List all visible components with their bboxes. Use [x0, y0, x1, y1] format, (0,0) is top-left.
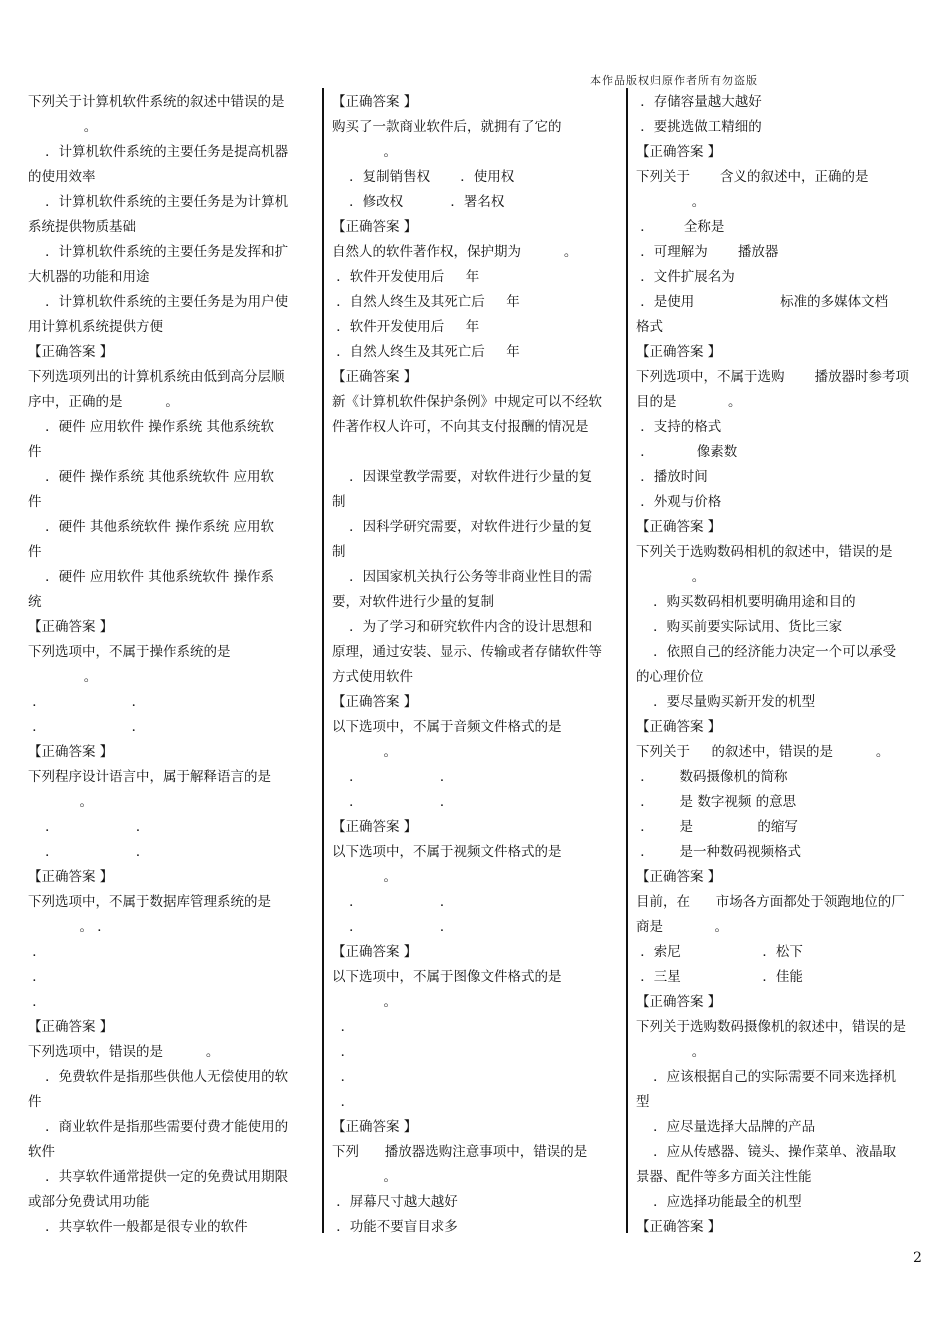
text-line: ．计算机软件系统的主要任务是提高机器 [28, 144, 289, 160]
text-line: ．屏幕尺寸越大越好 [332, 1194, 458, 1210]
text-line: 目前，在 市场各方面都处于领跑地位的厂 [636, 894, 905, 910]
text-line: ． 全称是 [636, 219, 725, 235]
text-line: ． ． [332, 769, 454, 785]
text-line: 。 [636, 194, 706, 210]
text-line: 以下选项中，不属于视频文件格式的是 [332, 844, 562, 860]
text-line: 。 [28, 794, 93, 810]
text-line: ． [28, 969, 46, 985]
text-column-3 [636, 90, 924, 1240]
text-line: ．硬件 其他系统软件 操作系统 应用软 [28, 519, 275, 535]
text-line: 景器、配件等多方面关注性能 [636, 1169, 812, 1185]
text-line: 以下选项中，不属于音频文件格式的是 [332, 719, 562, 735]
text-line: 【正确答案 】 [332, 819, 418, 835]
text-line: 下列关于计算机软件系统的叙述中错误的是 [28, 94, 285, 110]
text-line: ． ． [332, 919, 454, 935]
text-line: 件著作权人许可，不向其支付报酬的情况是 [332, 419, 589, 435]
text-line: ． ． [332, 794, 454, 810]
text-line: 原理，通过安装、显示、传输或者存储软件等 [332, 644, 602, 660]
text-line: 件 [28, 544, 42, 560]
text-line: 【正确答案 】 [636, 719, 722, 735]
text-line: ． 是 的缩写 [636, 819, 798, 835]
text-line [332, 440, 620, 465]
text-line: ． ． [28, 844, 150, 860]
text-line: ．功能不要盲目求多 [332, 1219, 458, 1235]
text-line: ．要尽量购买新开发的机型 [636, 694, 816, 710]
text-line: 系统提供物质基础 [28, 219, 136, 235]
text-line: 下列关于选购数码摄像机的叙述中，错误的是 [636, 1019, 906, 1035]
text-line: ．因国家机关执行公务等非商业性目的需 [332, 569, 593, 585]
page-number: 2 [913, 1250, 922, 1266]
text-line: ． [332, 1044, 355, 1060]
text-line: ．共享软件通常提供一定的免费试用期限 [28, 1169, 289, 1185]
text-line: ． ． [28, 819, 150, 835]
text-line: ．硬件 操作系统 其他系统软件 应用软 [28, 469, 275, 485]
text-line: 要，对软件进行少量的复制 [332, 594, 494, 610]
text-line: ．应选择功能最全的机型 [636, 1194, 802, 1210]
text-line: ．是使用 标准的多媒体文档 [636, 294, 889, 310]
text-line: 下列选项中，不属于操作系统的是 [28, 644, 231, 660]
text-line: ．计算机软件系统的主要任务是为用户使 [28, 294, 289, 310]
text-line: 。 [332, 144, 397, 160]
text-line: 软件 [28, 1144, 55, 1160]
text-line: ．购买前要实际试用、货比三家 [636, 619, 843, 635]
text-line: 【正确答案 】 [332, 369, 418, 385]
text-line: ． [332, 1094, 355, 1110]
text-line: 【正确答案 】 [636, 994, 722, 1010]
text-line: 。 ． [28, 919, 111, 935]
text-line: ．复制销售权 ．使用权 [332, 169, 515, 185]
text-line: ． [332, 1019, 355, 1035]
text-line: 【正确答案 】 [636, 519, 722, 535]
text-line: 下列关于 的叙述中，错误的是 。 [636, 744, 890, 760]
text-column-1 [28, 90, 314, 1240]
text-line: 下列选项中，错误的是 。 [28, 1044, 220, 1060]
text-line: ．共享软件一般都是很专业的软件 [28, 1219, 248, 1235]
text-line: 。 [28, 669, 98, 685]
text-line: 序中，正确的是 。 [28, 394, 179, 410]
text-line: 【正确答案 】 [332, 94, 418, 110]
page-header: 本作品版权归原作者所有勿盗版 [590, 74, 758, 87]
text-line: 的心理价位 [636, 669, 704, 685]
text-line: ．计算机软件系统的主要任务是为计算机 [28, 194, 289, 210]
text-line: 件 [28, 444, 42, 460]
text-line: 。 [332, 744, 397, 760]
text-line: 【正确答案 】 [636, 869, 722, 885]
text-line: 【正确答案 】 [332, 694, 418, 710]
text-line: 型 [636, 1094, 650, 1110]
text-line: ．因科学研究需要，对软件进行少量的复 [332, 519, 593, 535]
text-line: ． [28, 994, 46, 1010]
text-line: ．支持的格式 [636, 419, 722, 435]
text-line: ． [28, 944, 46, 960]
text-line: 下列选项列出的计算机系统由低到高分层顺 [28, 369, 285, 385]
text-line: 下列选项中，不属于选购 播放器时参考项 [636, 369, 910, 385]
text-line: ．应该根据自己的实际需要不同来选择机 [636, 1069, 897, 1085]
text-line: 。 [636, 569, 706, 585]
text-line: 【正确答案 】 [28, 744, 114, 760]
text-line: ．应尽量选择大品牌的产品 [636, 1119, 816, 1135]
column-divider-left [322, 88, 324, 1233]
text-line: 件 [28, 494, 42, 510]
text-line: 购买了一款商业软件后，就拥有了它的 [332, 119, 562, 135]
text-line: 。 [28, 119, 98, 135]
text-line: ． ． [28, 719, 146, 735]
text-line: 方式使用软件 [332, 669, 413, 685]
text-line: ． ． [28, 694, 146, 710]
text-line: 商是 。 [636, 919, 728, 935]
text-line: 【正确答案 】 [636, 1219, 722, 1235]
text-line: ．计算机软件系统的主要任务是发挥和扩 [28, 244, 289, 260]
text-line: ．依照自己的经济能力决定一个可以承受 [636, 644, 897, 660]
text-line: ． ． [332, 894, 454, 910]
text-line: ． 数码摄像机的简称 [636, 769, 788, 785]
text-line: 【正确答案 】 [28, 344, 114, 360]
text-line: ． 是 数字视频 的意思 [636, 794, 797, 810]
text-line: 制 [332, 544, 346, 560]
text-line: 。 [332, 1169, 397, 1185]
text-line: 【正确答案 】 [28, 869, 114, 885]
text-line: 。 [332, 869, 397, 885]
text-line: 【正确答案 】 [28, 1019, 114, 1035]
text-line: 下列程序设计语言中，属于解释语言的是 [28, 769, 271, 785]
text-line: 【正确答案 】 [28, 619, 114, 635]
text-line: ．商业软件是指那些需要付费才能使用的 [28, 1119, 289, 1135]
column-divider-right [626, 88, 628, 1233]
text-line: 。 [636, 1044, 706, 1060]
text-line: ．免费软件是指那些供他人无偿使用的软 [28, 1069, 289, 1085]
text-line: 用计算机系统提供方便 [28, 319, 163, 335]
text-line: 制 [332, 494, 346, 510]
text-line: ．播放时间 [636, 469, 708, 485]
text-line: 下列选项中，不属于数据库管理系统的是 [28, 894, 271, 910]
text-line: 【正确答案 】 [636, 144, 722, 160]
text-line: ．修改权 ．署名权 [332, 194, 505, 210]
text-line: 格式 [636, 319, 663, 335]
text-line: ．硬件 应用软件 操作系统 其他系统软 [28, 419, 275, 435]
text-line: 【正确答案 】 [332, 944, 418, 960]
text-line: 【正确答案 】 [332, 1119, 418, 1135]
text-line: ． 是一种数码视频格式 [636, 844, 802, 860]
text-line: 下列 播放器选购注意事项中，错误的是 [332, 1144, 588, 1160]
text-line: 【正确答案 】 [636, 344, 722, 360]
text-line: ．应从传感器、镜头、操作菜单、液晶取 [636, 1144, 897, 1160]
text-line: 的使用效率 [28, 169, 96, 185]
text-line: ．存储容量越大越好 [636, 94, 762, 110]
text-line: ．可理解为 播放器 [636, 244, 779, 260]
text-line: ． [332, 1069, 355, 1085]
text-line: ．索尼 ．松下 [636, 944, 803, 960]
text-line: ．购买数码相机要明确用途和目的 [636, 594, 856, 610]
text-line: 或部分免费试用功能 [28, 1194, 150, 1210]
text-line: ．三星 ．佳能 [636, 969, 803, 985]
text-line: ．软件开发使用后 年 [332, 319, 480, 335]
text-line: ．自然人终生及其死亡后 年 [332, 344, 520, 360]
text-line: 目的是 。 [636, 394, 742, 410]
text-line: ．软件开发使用后 年 [332, 269, 480, 285]
text-line: 统 [28, 594, 42, 610]
text-column-2 [332, 90, 620, 1240]
text-line: ．要挑选做工精细的 [636, 119, 762, 135]
text-line: ． 像素数 [636, 444, 738, 460]
text-line: 新《计算机软件保护条例》中规定可以不经软 [332, 394, 602, 410]
text-line: 自然人的软件著作权，保护期为 。 [332, 244, 578, 260]
text-line: ．为了学习和研究软件内含的设计思想和 [332, 619, 593, 635]
text-line: ．自然人终生及其死亡后 年 [332, 294, 520, 310]
text-line: ．硬件 应用软件 其他系统软件 操作系 [28, 569, 275, 585]
text-line: 大机器的功能和用途 [28, 269, 150, 285]
text-line: ．因课堂教学需要，对软件进行少量的复 [332, 469, 593, 485]
text-line: 下列关于 含义的叙述中，正确的是 [636, 169, 869, 185]
text-line: 以下选项中，不属于图像文件格式的是 [332, 969, 562, 985]
text-line: 。 [332, 994, 397, 1010]
text-line: 下列关于选购数码相机的叙述中，错误的是 [636, 544, 893, 560]
text-line: ．外观与价格 [636, 494, 722, 510]
text-line: ．文件扩展名为 [636, 269, 735, 285]
text-line: 【正确答案 】 [332, 219, 418, 235]
text-line: 件 [28, 1094, 42, 1110]
